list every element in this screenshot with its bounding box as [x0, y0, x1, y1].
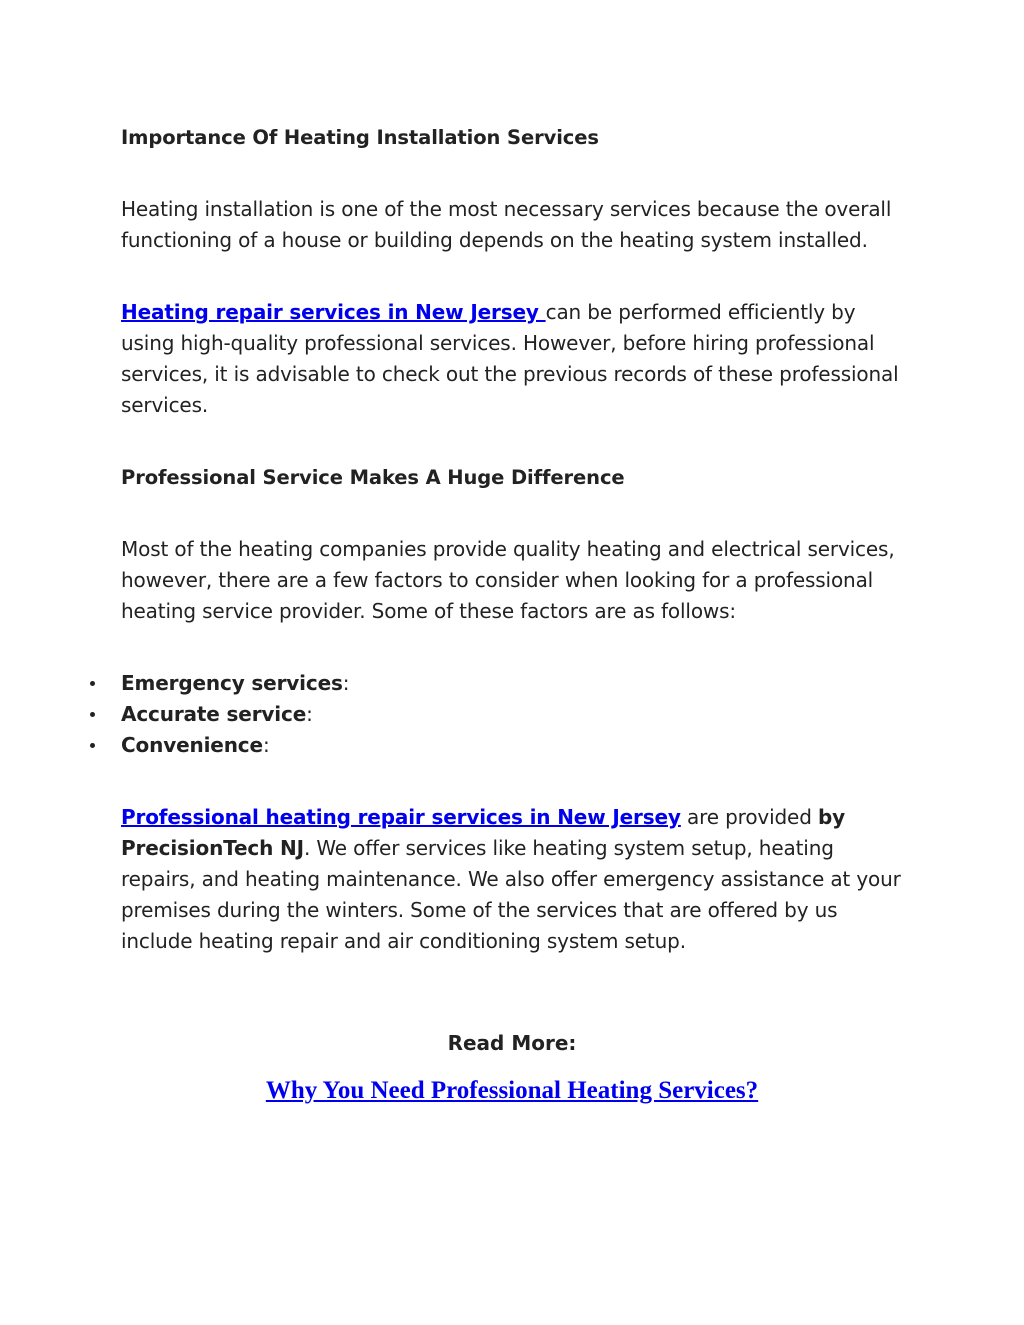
list-item-suffix: : — [262, 733, 270, 757]
paragraph-precisiontech — [121, 802, 911, 957]
paragraph-precisiontech-text-a: are provided — [680, 805, 818, 829]
paragraph-precisiontech-text-b: . We offer services like heating system setup, heating repairs, and heating maintenance. We also offer emergency assistance at your premises during the winters. Some of the services that are offered by us include heating repair and air conditioning system setup. — [121, 836, 901, 953]
paragraph-heating-companies: Most of the heating companies provide quality heating and electrical services, however, there are a few factors to consider when looking for a professional heating service provider. Some of these factors are as follows: — [121, 537, 895, 623]
spacer — [121, 761, 911, 802]
read-more-label: Read More: — [447, 1031, 577, 1055]
list-item-label: Emergency services — [121, 671, 343, 695]
section-heading-professional-service: Professional Service Makes A Huge Difference — [121, 466, 625, 489]
spacer — [121, 493, 911, 534]
section-heading-importance: Importance Of Heating Installation Services — [121, 126, 599, 149]
list-item — [121, 668, 911, 699]
link-heating-repair-nj[interactable]: Heating repair services in New Jersey — [121, 300, 546, 324]
bullet-icon — [90, 743, 95, 748]
spacer — [121, 256, 911, 297]
list-item-label: Convenience — [121, 733, 263, 757]
article-body — [121, 122, 911, 957]
link-professional-heating-repair-nj[interactable]: Professional heating repair services in New Jersey — [121, 805, 681, 829]
list-item-suffix: : — [306, 702, 313, 726]
factors-list — [121, 668, 911, 761]
spacer — [121, 421, 911, 462]
bullet-icon — [90, 681, 95, 686]
list-item — [121, 699, 911, 730]
paragraph-heating-repair — [121, 297, 911, 421]
list-item — [121, 730, 911, 761]
read-more-link-wrapper — [0, 1074, 1024, 1108]
spacer — [121, 153, 911, 194]
list-item-suffix: : — [342, 671, 350, 695]
paragraph-heating-repair-text: can be performed efficiently by using high-quality professional services. However, before hiring professional services, it is advisable to check out the previous records of these professional services. — [121, 300, 899, 417]
list-item-label: Accurate service — [121, 702, 307, 726]
spacer — [121, 627, 911, 668]
paragraph-heating-installation: Heating installation is one of the most necessary services because the overall functioning of a house or building depends on the heating system installed. — [121, 197, 892, 252]
company-name: by PrecisionTech NJ — [121, 805, 846, 860]
read-more-link[interactable]: Why You Need Professional Heating Services? — [265, 1077, 759, 1104]
bullet-icon — [90, 712, 95, 717]
